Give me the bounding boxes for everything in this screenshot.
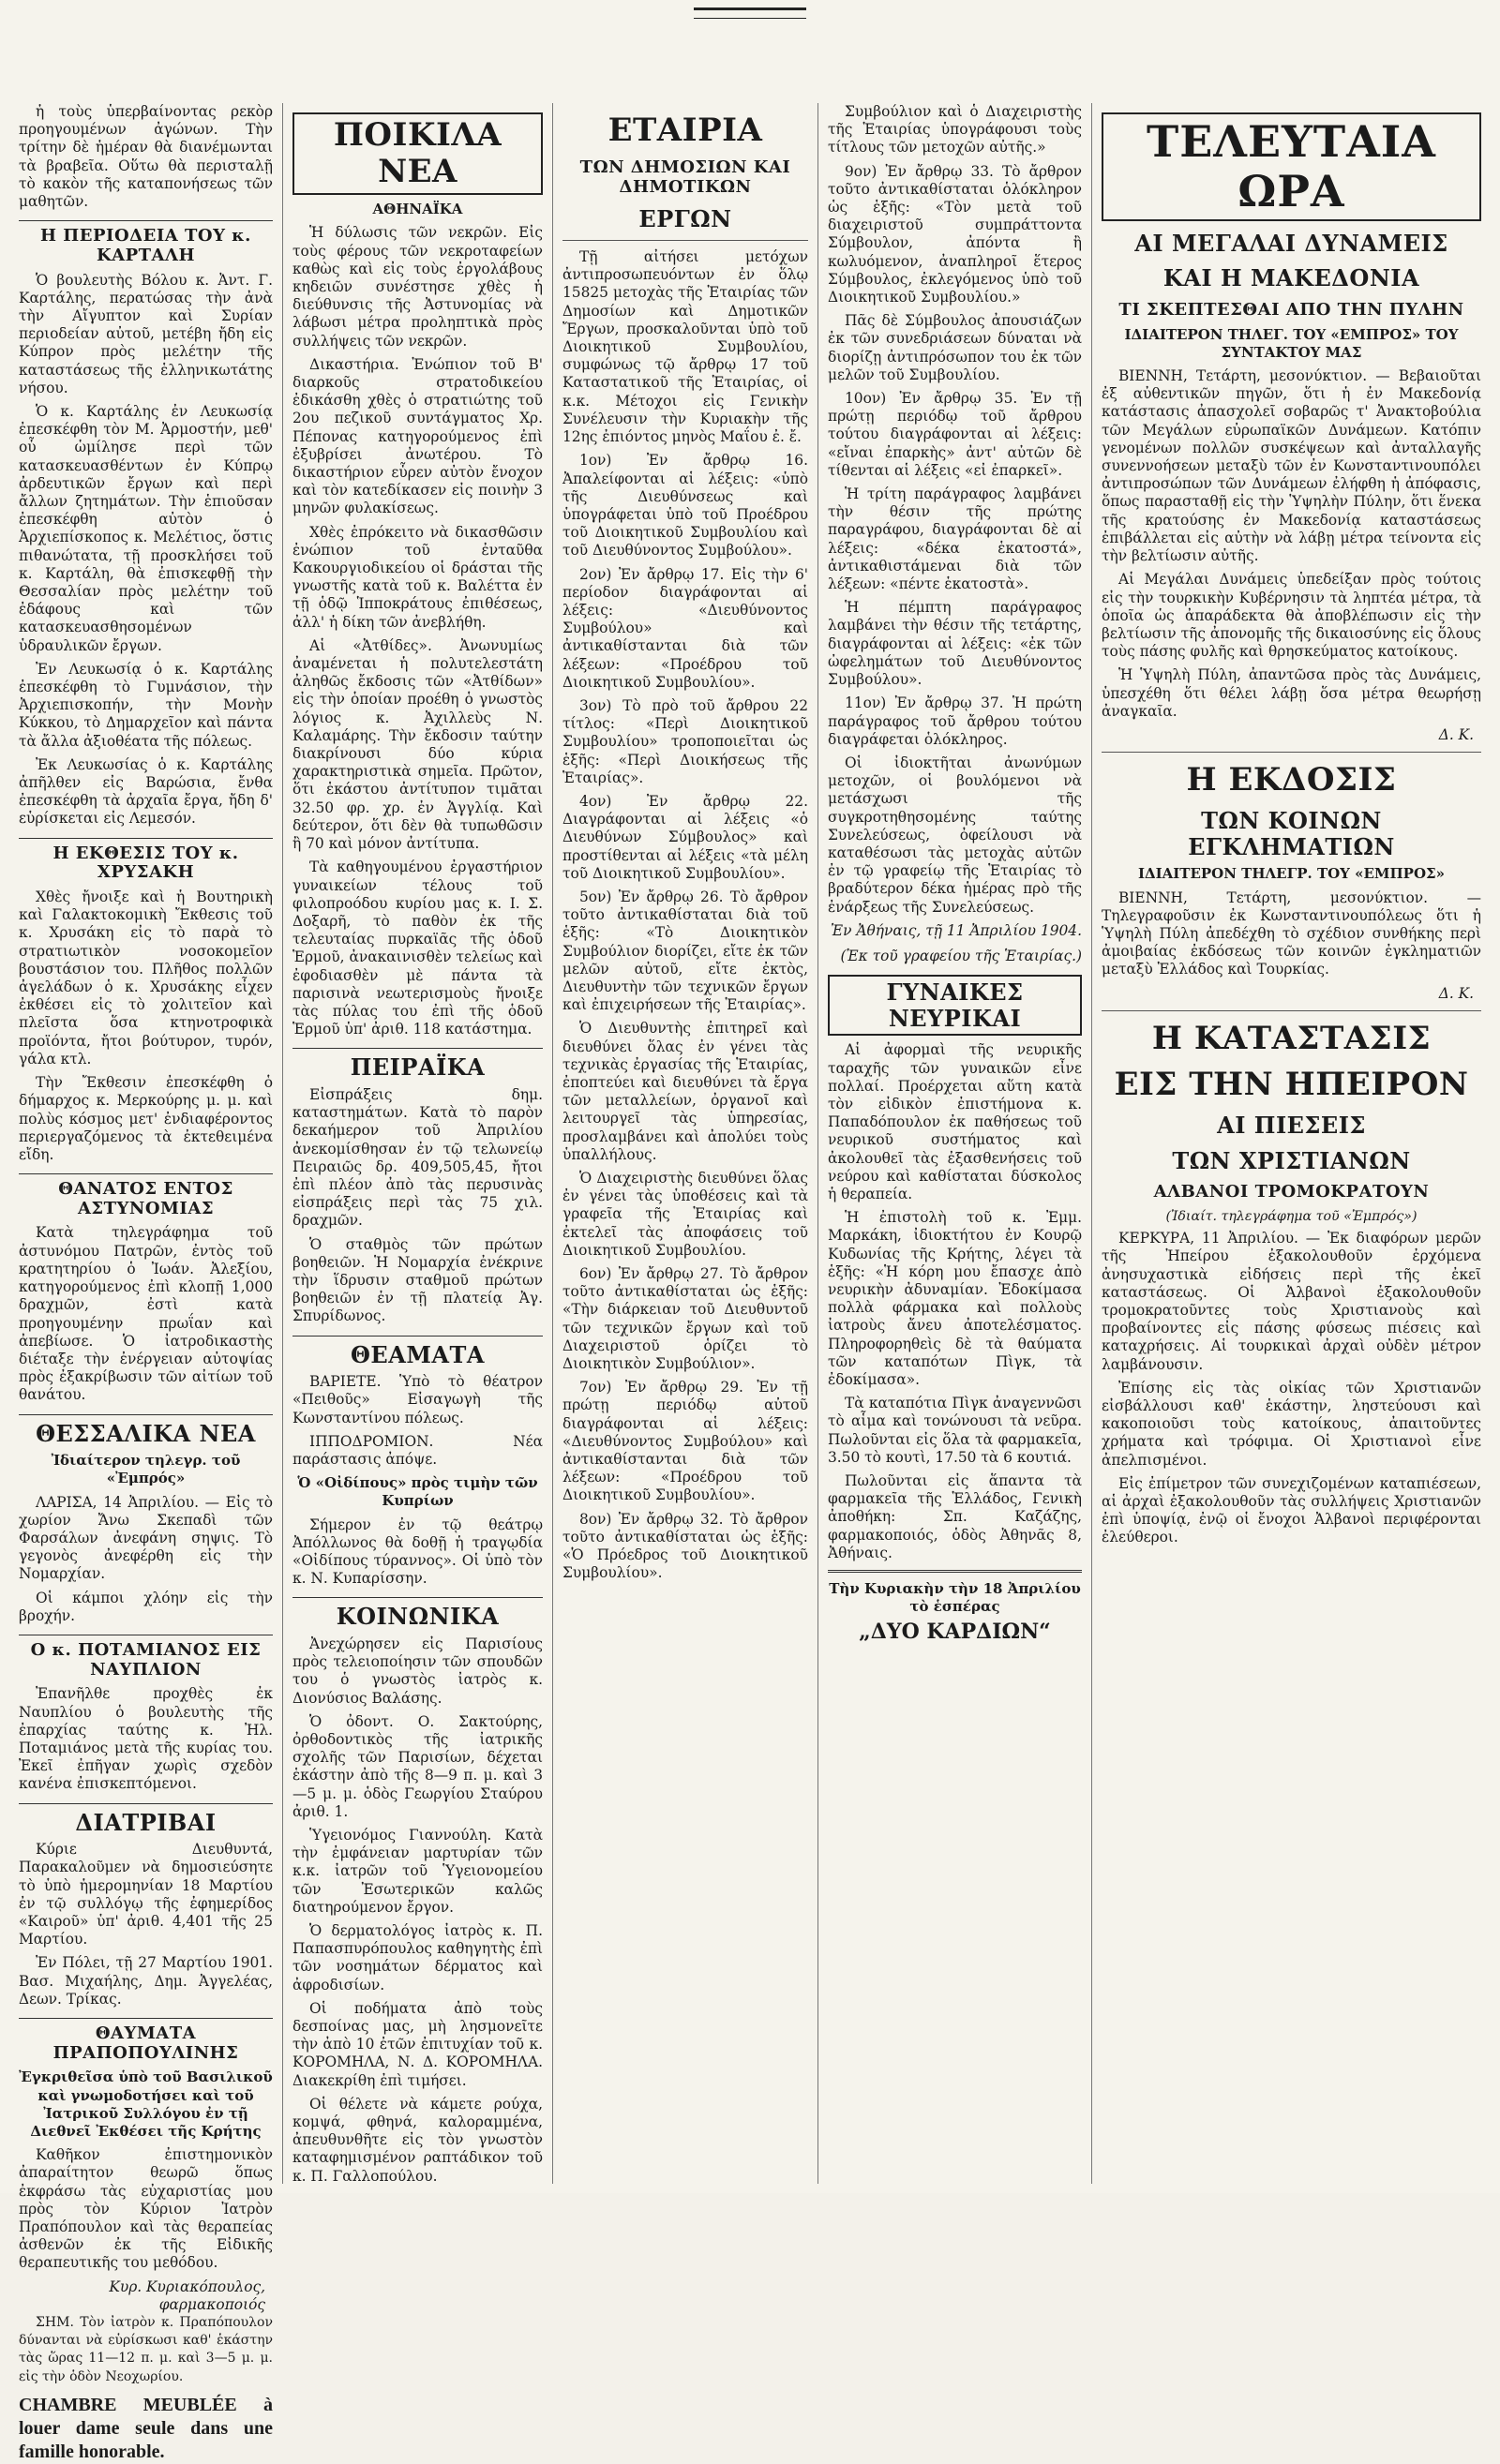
article-text: Ἐπίσης εἰς τὰς οἰκίας τῶν Χριστιανῶν εἰσβάλλουσι καθ' ἑκάστην, ληστεύουσι καὶ κακοποιοῦσι τοὺς κατοίκους, ἀπαιτοῦντες χρήματα καὶ τρόφιμα. Οἱ Χριστιανοὶ εἶνε ἀπελπισμένοι. [1102, 1379, 1481, 1469]
article-text: ἡ τοὺς ὑπερβαίνοντας ρεκὸρ προηγουμένων ἀγώνων. Τὴν τρίτην δὲ ἡμέραν θὰ διανέμωνται τὰ βραβεῖα. Οὕτω θὰ περισταλῇ τὸ κακὸν τῆς καταπονήσεως τῶν μαθητῶν. [19, 103, 273, 211]
article-text: Σήμερον ἐν τῷ θεάτρῳ Ἀπόλλωνος θὰ δοθῇ ἡ τραγῳδία «Οἰδίπους τύραννος». Οἱ ὑπὸ τὸν κ. Ν. Κυπαρίσσην. [292, 1516, 543, 1588]
kicker: ΙΔΙΑΙΤΕΡΟΝ ΤΗΛΕΓ. ΤΟΥ «ΕΜΠΡΟΣ» ΤΟΥ ΣΥΝΤΑΚΤΟΥ ΜΑΣ [1124, 325, 1459, 361]
article-text: Τὰ καθηγουμένου ἐργαστήριον γυναικείων τέλους τοῦ φιλοπροόδου κυρίου μας κ. Ι. Σ. Δοξαρῆ, τὸ παθὸν ἐκ τῆς τελευταίας πυρκαϊᾶς τῆς ὁδοῦ Ἑρμοῦ, ἀνακαινισθὲν τελείως καὶ ἐφοδιασθὲν μὲ πάντα τὰ παρισινὰ νεωτερισμοὺς ἤνοιξε τὰς πύλας του ἐπὶ τῆς ὁδοῦ Ἑρμοῦ ὑπ' ἀριθ. 118 κατάστημα. [292, 859, 543, 1038]
kicker: (Ἰδιαίτ. τηλεγράφημα τοῦ «Ἐμπρός») [1165, 1208, 1418, 1224]
article-text: Δικαστήρια. Ἐνώπιον τοῦ Β' διαρκοῦς στρατοδικείου ἐδικάσθη χθὲς ὁ στρατιώτης τοῦ 2ου πεζικοῦ συντάγματος Χρ. Πέπονας κατηγορούμενος ἐπὶ ἐξυβρίσει ἀνωτέρου. Τὸ δικαστήριον εὗρεν αὐτὸν ἔνοχον καὶ τὸν κατεδίκασεν εἰς ποινὴν 3 μηνῶν φυλακίσεως. [292, 355, 543, 517]
article-text: Ἡ ἐπιστολὴ τοῦ κ. Ἐμμ. Μαρκάκη, ἰδιοκτήτου ἐν Κουρῷ Κυδωνίας τῆς Κρήτης, λέγει τὰ ἑξῆς: «Ἡ κόρη μου ἔπασχε ἀπὸ νευρικὴν ἀδυναμίαν. Ἐδοκίμασα πολλὰ φάρμακα καὶ πολλοὺς ἰατροὺς ἄνευ ἀποτελέσματος. Πληροφορηθεὶς δὲ τὰ θαύματα τῶν καταπότων Πὶγκ, τὰ ἐδοκίμασα». [828, 1209, 1082, 1388]
article-text: Ὑγειονόμος Γιαννούλη. Κατὰ τὴν ἐμφάνειαν μαρτυρίαν τῶν κ.κ. ἰατρῶν τοῦ Ὑγειονομείου τῶν Ἐσωτερικῶν καλῶς διατηρούμενον ἔργον. [292, 1827, 543, 1916]
article-text: Πᾶς δὲ Σύμβουλος ἀπουσιάζων ἐκ τῶν συνεδριάσεων δύναται νὰ διορίζῃ ἀντιπρόσωπον του ἐκ τῶν μελῶν τοῦ Συμβουλίου. [828, 312, 1082, 383]
headline: ΘΑΝΑΤΟΣ ΕΝΤΟΣ ΑΣΤΥΝΟΜΙΑΣ [19, 1173, 273, 1218]
article-text: Οἱ ἰδιοκτῆται ἀνωνύμων μετοχῶν, οἱ βουλόμενοι νὰ μετάσχωσι τῆς συγκροτηθησομένης ταύτης Συνελεύσεως, ὀφείλουσι νὰ καταθέσωσι τὰς μετοχὰς αὐτῶν ἐν τῷ γραφείῳ τῆς Ἑταιρίας τὸ βραδύτερον δέκα ἡμέρας πρὸ τῆς ἐνάρξεως τῆς Συνελεύσεως. [828, 754, 1082, 916]
article-text: 5ον) Ἐν ἄρθρῳ 26. Τὸ ἄρθρον τοῦτο ἀντικαθίσταται διὰ τοῦ ἑξῆς: «Τὸ Διοικητικὸν Συμβούλιον διορίζει, εἴτε ἐκ τῶν μελῶν αὐτοῦ, εἴτε ἐκτὸς, Διευθυντὴν τῶν τεχνικῶν ἔργων καὶ ἐπιχειρήσεων τῆς Ἑταιρίας». [562, 888, 808, 1014]
article-text: Οἱ κάμποι χλόην εἰς τὴν βροχήν. [19, 1589, 273, 1624]
article-text: Ὁ Διαχειριστὴς διευθύνει ὅλας ἐν γένει τὰς ὑποθέσεις καὶ τὰ γραφεῖα τῆς Ἑταιρίας καὶ ἐκτελεῖ τὰς ἀποφάσεις τοῦ Διοικητικοῦ Συμβουλίου. [562, 1170, 808, 1259]
article-text: Τὴν Ἔκθεσιν ἐπεσκέφθη ὁ δήμαρχος κ. Μερκούρης μ. μ. καὶ πολὺς κόσμος μετ' ἐνδιαφέροντος περιεργαζόμενος τὰ ἐκτεθειμένα εἴδη. [19, 1074, 273, 1163]
advert-line: Τὴν Κυριακὴν τὴν 18 Ἀπριλίου τὸ ἑσπέρας [829, 1580, 1081, 1616]
article-text: Ἡ Ὑψηλὴ Πύλη, ἀπαντῶσα πρὸς τὰς Δυνάμεις, ὑπεσχέθη ὅτι θέλει λάβῃ ὅσα μέτρα θεωρήσῃ ἀναγκαῖα. [1102, 666, 1481, 720]
article-text: Ἡ πέμπτη παράγραφος λαμβάνει τὴν θέσιν τῆς τετάρτης, διαγράφονται αἱ λέξεις: «ἐκ τῶν ὠφελημάτων τοῦ Διευθύνοντος Συμβούλου». [828, 599, 1082, 689]
subheadline: ΤΙ ΣΚΕΠΤΕΣΘΑΙ ΑΠΟ ΤΗΝ ΠΥΛΗΝ [1118, 299, 1464, 320]
article-text: Αἱ ἀφορμαὶ τῆς νευρικῆς ταραχῆς τῶν γυναικῶν εἶνε πολλαί. Προέρχεται αὕτη κατὰ τὸν εἰδικὸν ἐπιστήμονα κ. Παπαδόπουλον ἐκ παθήσεως τοῦ νευρικοῦ συστήματος καὶ ἀκολουθεῖ τὰς ἐξασθενήσεις τοῦ νεύρου καὶ καθίσταται δύσκολος ἡ θεραπεία. [828, 1041, 1082, 1202]
article-text: Ἐκ Λευκωσίας ὁ κ. Καρτάλης ἀπῆλθεν εἰς Βαρώσια, ἔνθα ἐπεσκέφθη τὰ ἀρχαῖα ἔργα, ἤδη δ' εὑρίσκεται εἰς Λεμεσόν. [19, 755, 273, 828]
article-text: Χθὲς ἤνοιξε καὶ ἡ Βουτηρικὴ καὶ Γαλακτοκομικὴ Ἔκθεσις τοῦ κ. Χρυσάκη εἰς τὸ παρὰ τὸ στρατιωτικὸν νοσοκομεῖον βουστάσιον του. Πλῆθος πολλῶν ἀγελάδων ὁ κ. Χρυσάκης εἶχεν ἐκθέσει εἰς τὸ χολιτεῖον καὶ πλεῖστα ὅσα κτηνοτροφικὰ προϊόντα, ἤτοι βούτυρον, τυρόν, γάλα κτλ. [19, 889, 273, 1068]
column-3 [553, 103, 818, 2184]
subheadline: ΑΛΒΑΝΟΙ ΤΡΟΜΟΚΡΑΤΟΥΝ [1153, 1182, 1430, 1202]
article-text: Ἐν Λευκωσίᾳ ὁ κ. Καρτάλης ἐπεσκέφθη τὸ Γυμνάσιον, τὴν Ἀρχιεπισκοπήν, τὴν Μονὴν Κύκκου, τὸ Δημαρχεῖον καὶ πάντα τὰ ἄλλα ἀξιοθέατα τῆς πόλεως. [19, 660, 273, 750]
article-text: Κατὰ τηλεγράφημα τοῦ ἀστυνόμου Πατρῶν, ἐντὸς τοῦ κρατητηρίου ὁ Ἰωάν. Ἀλεξίου, κατηγορούμενος ἐπὶ κλοπῇ 1,000 δραχμῶν, ἐστὶ κατὰ προηγουμένην πρωΐαν καὶ ἀπεβίωσε. Ὁ ἰατροδικαστὴς διέταξε τὴν ἐνέργειαν αὐτοψίας πρὸς ἐξακρίβωσιν τῶν αἰτίων τοῦ θανάτου. [19, 1224, 273, 1404]
headline: ΘΕΑΜΑΤΑ [292, 1336, 543, 1368]
headline: Η ΚΑΤΑΣΤΑΣΙΣ [1151, 1019, 1432, 1057]
article-text: 9ον) Ἐν ἄρθρῳ 33. Τὸ ἄρθρον τοῦτο ἀντικαθίσταται ὁλόκληρον ὡς ἑξῆς: «Τὸν μετὰ τοῦ διαχειριστοῦ συμπράττοντα Σύμβουλον, ἀπόντα ἢ κωλυόμενον, ἀναπληροῖ ἕτερος Σύμβουλος, ἐκλεγόμενος ὑπὸ τοῦ Διοικητικοῦ Συμβουλίου.» [828, 162, 1082, 306]
column-4 [818, 103, 1092, 2184]
headline: ΑΙ ΠΙΕΣΕΙΣ [1217, 1112, 1366, 1140]
headline: ΓΥΝΑΙΚΕΣ ΝΕΥΡΙΚΑΙ [828, 975, 1082, 1036]
columns [9, 103, 1491, 2462]
column-5 [1092, 103, 1491, 2184]
kicker: Ἐγκριθεῖσα ὑπὸ τοῦ Βασιλικοῦ καὶ γνωμοδοτήσει καὶ τοῦ Ἰατρικοῦ Συλλόγου ἐν τῇ Διεθνεῖ Ἐκθέσει τῆς Κρήτης [19, 2068, 273, 2140]
article-text: Ὁ δερματολόγος ἰατρὸς κ. Π. Παπασπυρόπουλος καθηγητὴς ἐπὶ τῶν νοσημάτων δέρματος καὶ ἀφροδισίων. [292, 1922, 543, 1994]
kicker: ΙΔΙΑΙΤΕΡΟΝ ΤΗΛΕΓΡ. ΤΟΥ «ΕΜΠΡΟΣ» [1137, 865, 1446, 883]
article-text: ΙΠΠΟΔΡΟΜΙΟΝ. Νέα παράστασις ἀπόψε. [292, 1432, 543, 1468]
dateline: Ἐν Ἀθήναις, τῇ 11 Ἀπριλίου 1904. [831, 921, 1082, 939]
article-text: Πωλοῦνται εἰς ἅπαντα τὰ φαρμακεῖα τῆς Ἑλλάδος, Γενικὴ ἀποθήκη: Σπ. Καζάζης, φαρμακοποιός, ὁδὸς Ἀθηνᾶς 8, Ἀθήναις. [828, 1472, 1082, 1561]
headline: ΠΕΙΡΑΪΚΑ [292, 1048, 543, 1081]
article-text: 4ον) Ἐν ἄρθρῳ 22. Διαγράφονται αἱ λέξεις «ὁ Διευθύνων Σύμβουλος» καὶ προστίθενται αἱ λέξεις «τὰ μέλη τοῦ Διοικητικοῦ Συμβουλίου». [562, 792, 808, 882]
article-text: 10ον) Ἐν ἄρθρῳ 35. Ἐν τῇ πρώτῃ περιόδῳ τοῦ ἄρθρου τούτου διαγράφονται αἱ λέξεις: «εἴναι ἐπαρκὴς» ἀντ' αὐτῶν δὲ τίθενται αἱ λέξεις «εἰ ἐπαρκεῖ». [828, 390, 1082, 479]
section-subheadline: ΤΩΝ ΔΗΜΟΣΙΩΝ ΚΑΙ ΔΗΜΟΤΙΚΩΝ [579, 157, 791, 197]
article-text: Ἐν Πόλει, τῇ 27 Μαρτίου 1901. Βασ. Μιχαήλης, Δημ. Ἀγγελέας, Δεων. Τρίκας. [19, 1954, 273, 2008]
article-text: Ἡ δύλωσις τῶν νεκρῶν. Εἰς τοὺς φέρους τῶν νεκροταφείων καθὼς καὶ εἰς τοὺς ἐργολάβους κηδειῶν συνέστησε χθὲς ἡ διεύθυνσις τῆς Ἀστυνομίας νὰ λάβωσι μέτρα προληπτικὰ πρὸς συλλήψεις τῶν νεκρῶν. [292, 224, 543, 350]
article-text: Εἰς ἐπίμετρον τῶν συνεχιζομένων καταπιέσεων, αἱ ἀρχαὶ ἐξακολουθοῦν τὰς συλλήψεις Χριστιανῶν ἐπὶ ὑποψίᾳ, ἐνῷ οἱ ἔνοχοι Ἀλβανοὶ περιφέρονται ἐλεύθεροι. [1102, 1474, 1481, 1546]
article-text: 8ον) Ἐν ἄρθρῳ 32. Τὸ ἄρθρον τοῦτο ἀντικαθίσταται ὡς ἑξῆς: «Ὁ Πρόεδρος τοῦ Διοικητικοῦ Συμβουλίου». [562, 1510, 808, 1582]
signature: Δ. Κ. [1438, 984, 1474, 1002]
article-text: Συμβούλιον καὶ ὁ Διαχειριστὴς τῆς Ἑταιρίας ὑπογράφουσι τοὺς τίτλους τῶν μετοχῶν αὐτῆς.» [828, 103, 1082, 157]
article-text: 7ον) Ἐν ἄρθρῳ 29. Ἐν τῇ πρώτῃ περιόδῳ αὐτοῦ διαγράφονται αἱ λέξεις: «Διευθύνοντος Συμβούλου» καὶ ἀντικαθίστανται διὰ τῶν λέξεων: «Προέδρου τοῦ Διοικητικοῦ Συμβουλίου». [562, 1379, 808, 1504]
headline: ΚΑΙ Η ΜΑΚΕΔΟΝΙΑ [1162, 264, 1420, 292]
section-headline: ΠΟΙΚΙΛΑ ΝΕΑ [292, 112, 543, 195]
article-text: ΛΑΡΙΣΑ, 14 Ἀπριλίου. — Εἰς τὸ χωρίον Ἄνω Σκεπαδὶ τῶν Φαρσάλων ἀνεφάνη σηψις. Τὸ γεγονὸς ἀνεφέρθη εἰς τὴν Νομαρχίαν. [19, 1493, 273, 1583]
headline: ΑΙ ΜΕΓΑΛΑΙ ΔΥΝΑΜΕΙΣ [1134, 229, 1448, 257]
article-text: Καθῆκον ἐπιστημονικὸν ἀπαραίτητον θεωρῶ ὅπως ἐκφράσω τὰς εὐχαριστίας μου πρὸς τὸν Κύριον Ἰατρὸν Πραπόπουλον καὶ τὰς θεραπείας ἀσθενῶν ἐκ τῆς Εἰδικῆς θεραπευτικῆς του μεθόδου. [19, 2146, 273, 2272]
column-1 [9, 103, 283, 2462]
article-text: 2ον) Ἐν ἄρθρῳ 17. Εἰς τὴν 6' περίοδον διαγράφονται αἱ λέξεις: «Διευθύνοντος Συμβούλου» καὶ ἀντικαθίστανται διὰ τῶν λέξεων: «Προέδρου τοῦ Διοικητικοῦ Συμβουλίου». [562, 565, 808, 691]
article-text: ΚΕΡΚΥΡΑ, 11 Ἀπριλίου. — Ἐκ διαφόρων μερῶν τῆς Ἠπείρου ἐξακολουθοῦν ἐρχόμενα ἀνησυχαστικὰ εἰδήσεις περὶ τῆς ἐκεῖ καταστάσεως. Οἱ Ἀλβανοὶ ἐξακολουθοῦν τρομοκρατοῦντες τοὺς Χριστιανοὺς καὶ προβαίνοντες εἰς πάσης φύσεως πιέσεις καὶ καταχρήσεις. Αἱ τουρκικαὶ ἀρχαὶ οὐδὲν μέτρον λαμβάνουσιν. [1102, 1230, 1481, 1373]
article-text: ΒΑΡΙΕΤΕ. Ὑπὸ τὸ θέατρον «Πειθοῦς» Εἰσαγωγὴ τῆς Κωνσταντίνου πόλεως. [292, 1373, 543, 1426]
column-2 [283, 103, 553, 2184]
headline: ΔΙΑΤΡΙΒΑΙ [19, 1803, 273, 1836]
article-text: Οἱ θέλετε νὰ κάμετε ρούχα, κομψά, φθηνά, καλοραμμένα, ἀπευθυνθῆτε εἰς τὸν γνωστὸν καταφημισμένον ραπτάδικον τοῦ κ. Π. Γαλλοπούλου. [292, 2095, 543, 2185]
article-text: 11ον) Ἐν ἄρθρῳ 37. Ἡ πρώτη παράγραφος τοῦ ἄρθρου τούτου διαγράφεται ὁλόκληρος. [828, 694, 1082, 748]
divider [562, 240, 808, 241]
headline: Η ΕΚΔΟΣΙΣ [1186, 761, 1397, 799]
article-text: Αἱ «Ἀτθίδες». Ἀνωνυμίως ἀναμένεται ἡ πολυτελεστάτη ἀληθῶς ἔκδοσις τῶν «Ἀτθίδων» εἰς τὴν ὁποίαν προέθη ὁ γνωστὸς λόγιος κ. Ἀχιλλεὺς Ν. Καλαμάρης. Τὴν ἔκδοσιν ταύτην διακρίνουσι δύο κύρια χαρακτηριστικὰ σημεῖα. Πρῶτον, ὅτι ἑκάστου ἀντίτυπον τιμᾶται 32.50 φρ. χρ. ἐν Ἀγγλίᾳ. Καὶ δεύτερον, ὅτι δὲν θὰ τυπωθῶσιν ἢ 70 καὶ μόνον ἀντίτυπα. [292, 636, 543, 853]
headline: ΤΩΝ ΧΡΙΣΤΙΑΝΩΝ [1172, 1146, 1411, 1174]
signature: (Ἐκ τοῦ γραφείου τῆς Ἑταιρίας.) [840, 947, 1082, 964]
divider [828, 1570, 1082, 1573]
kicker: Ὁ «Οἰδίπους» πρὸς τιμὴν τῶν Κυπρίων [297, 1474, 538, 1510]
kicker: Ἰδιαίτερον τηλεγρ. τοῦ «Ἐμπρός» [51, 1452, 241, 1487]
section-headline: ΤΕΛΕΥΤΑΙΑ ΩΡΑ [1102, 112, 1481, 221]
article-text: ΣΗΜ. Τὸν ἰατρὸν κ. Πραπόπουλον δύνανται νὰ εὑρίσκωσι καθ' ἑκάστην τὰς ὥρας 11—12 π. μ. καὶ 3—5 μ. μ. εἰς τὴν ὁδὸν Νεοχωρίου. [19, 2314, 273, 2384]
signature: Κυρ. Κυριακόπουλος, φαρμακοποιός [109, 2277, 265, 2313]
headline: ΤΩΝ ΚΟΙΝΩΝ ΕΓΚΛΗΜΑΤΙΩΝ [1188, 807, 1395, 860]
article-text: Τὰ καταπότια Πὶγκ ἀναγεννῶσι τὸ αἷμα καὶ τονώνουσι τὰ νεῦρα. Πωλοῦνται εἰς ὅλα τὰ φαρμακεῖα, 3.50 τὸ κουτὶ, 17.50 τὰ 6 κουτιά. [828, 1395, 1082, 1466]
signature: Δ. Κ. [1438, 725, 1474, 743]
article-text: 6ον) Ἐν ἄρθρῳ 27. Τὸ ἄρθρον τοῦτο ἀντικαθίσταται ὡς ἑξῆς: «Τὴν διάρκειαν τοῦ Διευθυντοῦ τῶν τεχνικῶν ἔργων καὶ τοῦ Διαχειριστοῦ ὁρίζει τὸ Διοικητικὸν Συμβούλιον». [562, 1265, 808, 1373]
article-text: Ὁ ὀδοντ. Ο. Σακτούρης, ὀρθοδοντικὸς τῆς ἰατρικῆς σχολῆς τῶν Παρισίων, δέχεται ἑκάστην ἀπὸ τῆς 8—9 π. μ. καὶ 3—5 μ. μ. ὁδὸς Γεωργίου Σταύρου ἀριθ. 1. [292, 1712, 543, 1820]
article-text: Ὁ βουλευτὴς Βόλου κ. Ἀντ. Γ. Καρτάλης, περατώσας τὴν ἀνὰ τὴν Αἴγυπτον καὶ Συρίαν περιοδείαν αὐτοῦ, μετέβη ἤδη εἰς Κύπρον πρὸς μελέτην τῆς καταστάσεως τῆς ἑλληνικωτάτης νήσου. [19, 271, 273, 396]
classified-ad: CHAMBRE MEUBLÉE à louer dame seule dans une famille honorable. [19, 2394, 273, 2462]
headline: ΕΙΣ ΤΗΝ ΗΠΕΙΡΟΝ [1114, 1065, 1469, 1103]
headline: Η ΠΕΡΙΟΔΕΙΑ ΤΟΥ κ. ΚΑΡΤΑΛΗ [19, 220, 273, 265]
article-text: ΒΙΕΝΝΗ, Τετάρτη, μεσονύκτιον. — Βεβαιοῦται ἐξ αὐθεντικῶν πηγῶν, ὅτι ἡ ἐν Μακεδονίᾳ κατάστασις ἀπασχολεῖ σοβαρῶς τ' Ἀνακτοβούλια τῶν Μεγάλων εὐρωπαϊκῶν Δυνάμεων. Κατόπιν γενομένων πολλῶν συσκέψεων καὶ ἀνταλλαγῆς συνεννοήσεων μεταξὺ τῶν ἐν Κωνσταντινουπόλει ἀντιπροσώπων τῶν Δυνάμεων ἐλήφθη ἡ ἀπόφασις, ὅπως παρασταθῇ εἰς τὴν Ὑψηλὴν Πύλην, ὅτι ἕνεκα τῆς κρατούσης ἐν Μακεδονίᾳ καταστάσεως ἐπιβάλλεται εἰς αὐτὴν νὰ λάβῃ μέτρα τείνοντα εἰς τὴν βελτίωσιν αὐτῆς. [1102, 367, 1481, 565]
headline: ΘΑΥΜΑΤΑ ΠΡΑΠΟΠΟΥΛΙΝΗΣ [19, 2018, 273, 2063]
masthead-rule [694, 7, 806, 19]
divider [1102, 752, 1481, 753]
headline: Η ΕΚΘΕΣΙΣ ΤΟΥ κ. ΧΡΥΣΑΚΗ [19, 838, 273, 883]
article-text: Ἀνεχώρησεν εἰς Παρισίους πρὸς τελειοποίησιν τῶν σπουδῶν του ὁ γνωστὸς ἰατρὸς κ. Διονύσιος Βαλάσης. [292, 1635, 543, 1707]
article-text: Οἱ ποδήματα ἀπὸ τοὺς δεσποίνας μας, μὴ λησμονεῖτε τὴν ἀπὸ 10 ἐτῶν ἐπιτυχίαν τοῦ κ. ΚΟΡΟΜΗΛΑ, Ν. Δ. ΚΟΡΟΜΗΛΑ. Διακεκρίθη ἐπὶ τιμήσει. [292, 1999, 543, 2089]
article-text: Χθὲς ἐπρόκειτο νὰ δικασθῶσιν ἐνώπιον τοῦ ἐνταῦθα Κακουργιοδικείου οἱ δράσται τῆς γνωστῆς κατὰ τοῦ κ. Βαλέττα ἐν τῇ ὁδῷ Ἱπποκράτους ἐπιθέσεως, ἀλλ' ἡ δίκη τῶν ἀνεβλήθη. [292, 523, 543, 631]
article-text: 3ον) Τὸ πρὸ τοῦ ἄρθρου 22 τίτλος: «Περὶ Διοικητικοῦ Συμβουλίου» τροποποιεῖται ὡς ἑξῆς: «Περὶ Διοικήσεως τῆς Ἑταιρίας». [562, 696, 808, 786]
divider [1102, 1010, 1481, 1011]
kicker: ΑΘΗΝΑΪΚΑ [372, 201, 463, 218]
headline: ΚΟΙΝΩΝΙΚΑ [292, 1597, 543, 1630]
article-text: ΒΙΕΝΝΗ, Τετάρτη, μεσονύκτιον. — Τηλεγραφοῦσιν ἐκ Κωνσταντινουπόλεως ὅτι ἡ Ὑψηλὴ Πύλη ἀπεδέχθη τὸ σχέδιον συνθήκης περὶ ἀμοιβαίας ἐκδόσεως τῶν κοινῶν ἐγκληματιῶν μεταξὺ Ἑλλάδος καὶ Τουρκίας. [1102, 889, 1481, 978]
section-subheadline: ΕΡΓΩΝ [638, 205, 732, 233]
article-text: Αἱ Μεγάλαι Δυνάμεις ὑπεδείξαν πρὸς τούτοις εἰς τὴν τουρκικὴν Κυβέρνησιν τὰ ληπτέα μέτρα, τὰ ὁποῖα ὡς ἀπαράδεκτα θὰ ἀποβλέπωσιν εἰς τὴν βελτίωσιν τῆς ἀπονομῆς τῆς δικαιοσύνης εἰς ὅλους τοὺς πάσης φυλῆς καὶ θρησκεύματος κατοίκους. [1102, 571, 1481, 661]
article-text: Κύριε Διευθυντά, Παρακαλοῦμεν νὰ δημοσιεύσητε τὸ ὑπὸ ἡμερομηνίαν 18 Μαρτίου ἐν τῷ συλλόγῳ τῆς ἐφημερίδος «Καιροῦ» ὑπ' ἀριθ. 4,401 τῆς 25 Μαρτίου. [19, 1841, 273, 1949]
advert-title: „ΔΥΟ ΚΑΡΔΙΩΝ“ [859, 1620, 1051, 1645]
article-text: Εἰσπράξεις δημ. καταστημάτων. Κατὰ τὸ παρὸν δεκαήμερον τοῦ Ἀπριλίου ἀνεκομίσθησαν ἐν τῷ τελωνείῳ Πειραιῶς δρ. 409,505,45, ἤτοι ἐπὶ πλέον ἀπὸ τὰς περυσινὰς εἰσπράξεις περὶ τὰς 75 χιλ. δραχμῶν. [292, 1085, 543, 1230]
article-text: Ὁ Διευθυντὴς ἐπιτηρεῖ καὶ διευθύνει ὅλας ἐν γένει τὰς τεχνικὰς ἐργασίας τῆς Ἑταιρίας, ἐποπτεύει καὶ διευθύνει τὰ ἔργα τῶν μεταλλείων, ὀργανοῖ καὶ λειτουργεῖ τὰς ὑπηρεσίας, προσλαμβάνει καὶ ἀπολύει τοὺς ὑπαλλήλους. [562, 1020, 808, 1163]
article-text: Ἐπανῆλθε προχθὲς ἐκ Ναυπλίου ὁ βουλευτὴς τῆς ἐπαρχίας ταύτης κ. Ἠλ. Ποταμιάνος μετὰ τῆς κυρίας του. Ἐκεῖ ἐπῆγαν χωρὶς σχεδὸν κανένα ἐπισκεπτόμενοι. [19, 1685, 273, 1793]
section-headline: ΕΤΑΙΡΙΑ [608, 112, 763, 149]
article-text: Ὁ σταθμὸς τῶν πρώτων βοηθειῶν. Ἡ Νομαρχία ἐνέκρινε τὴν ἵδρυσιν σταθμοῦ πρώτων βοηθειῶν ἐν τῇ πλατείᾳ Ἀγ. Σπυρίδωνος. [292, 1235, 543, 1325]
headline: ΘΕΣΣΑΛΙΚΑ ΝΕΑ [19, 1414, 273, 1447]
article-text: 1ον) Ἐν ἄρθρῳ 16. Ἀπαλείφονται αἱ λέξεις: «ὑπὸ τῆς Διευθύνσεως καὶ ὑπογράφεται ὑπὸ τοῦ Προέδρου τοῦ Διοικητικοῦ Συμβουλίου καὶ τοῦ Διευθύνοντος Συμβούλου». [562, 452, 808, 560]
headline: Ο κ. ΠΟΤΑΜΙΑΝΟΣ ΕΙΣ ΝΑΥΠΛΙΟΝ [19, 1635, 273, 1680]
article-text: Ἡ τρίτη παράγραφος λαμβάνει τὴν θέσιν τῆς πρώτης παραγράφου, διαγράφονται δὲ αἱ λέξεις: «δέκα ἑκατοστά», ἀντικαθιστάμεναι διὰ τῶν λέξεων: «πέντε ἑκατοστὰ». [828, 485, 1082, 593]
article-text: Ὁ κ. Καρτάλης ἐν Λευκωσίᾳ ἐπεσκέφθη τὸν Μ. Ἀρμοστήν, μεθ' οὗ ὡμίλησε περὶ τῶν κατασκευασθέντων ἐν Κύπρῳ ἀρδευτικῶν ἔργων καὶ περὶ ἄλλων ζητημάτων. Τὴν ἑπιοῦσαν ἐπεσκέφθη αὐτὸν ὁ Ἀρχιεπίσκοπος κ. Μελέτιος, ὅστις πιθανώτατα, τῇ προσκλήσει τοῦ κ. Καρτάλη, θὰ ἐπισκεφθῇ τὴν Θεσσαλίαν πρὸς μελέτην τοῦ ἐδάφους καὶ τῶν κατασκευασθησομένων ὑδραυλικῶν ἔργων. [19, 403, 273, 654]
article-text: Τῇ αἰτήσει μετόχων ἀντιπροσωπευόντων ἐν ὅλῳ 15825 μετοχὰς τῆς Ἑταιρίας τῶν Δημοσίων καὶ Δημοτικῶν Ἔργων, προσκαλοῦνται ὑπὸ τοῦ Διοικητικοῦ Συμβουλίου, συμφώνως τῷ ἄρθρῳ 17 τοῦ Καταστατικοῦ τῆς Ἑταιρίας, οἱ κ.κ. Μέτοχοι εἰς Γενικὴν Συνέλευσιν τὴν Κυριακὴν τῆς 12ης ἐπιόντος μηνὸς Μαΐου ἐ. ἔ. [562, 248, 808, 446]
